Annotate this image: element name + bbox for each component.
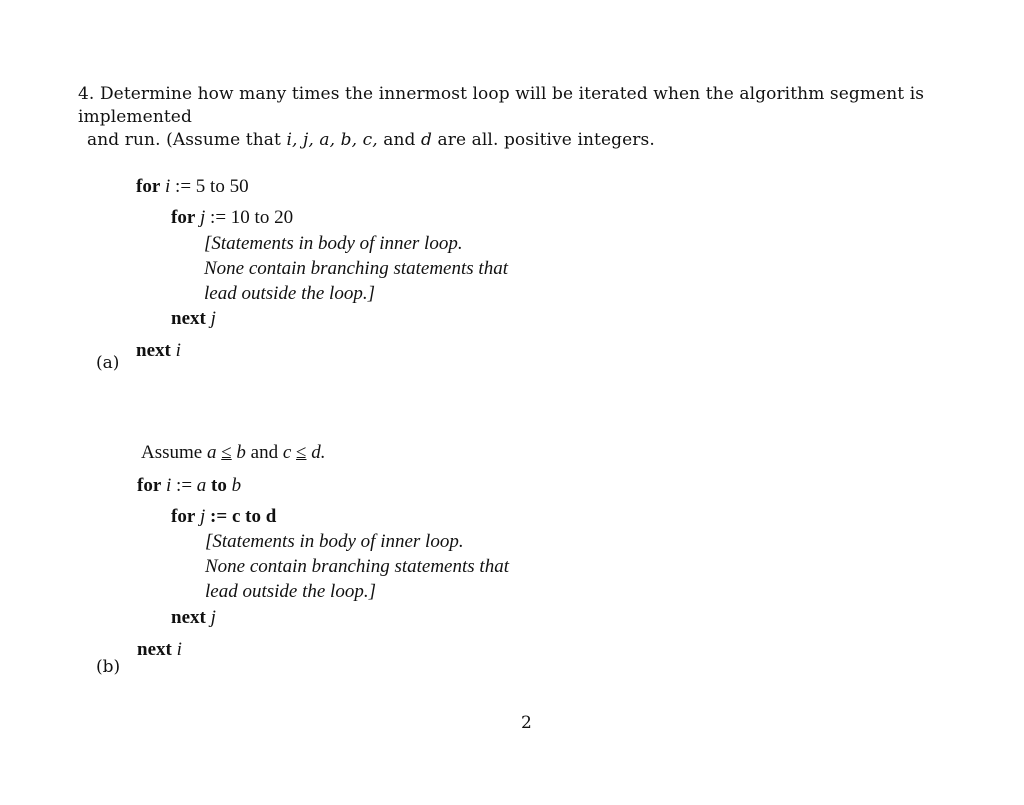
part-b-body-line-2: None contain branching statements that xyxy=(205,556,509,577)
part-a-outer-for: for i := 5 to 50 xyxy=(136,176,249,197)
part-b-next-j: next j xyxy=(171,607,216,628)
part-b-body-line-3: lead outside the loop.] xyxy=(205,581,376,602)
part-a-body-line-2: None contain branching statements that xyxy=(204,258,508,279)
question-line-2-mid: and xyxy=(377,130,422,150)
question-variables: i, j, a, b, c, xyxy=(286,130,378,150)
question-number: 4. xyxy=(78,84,95,104)
part-b-inner-for: for j := c to d xyxy=(171,506,277,527)
part-b-outer-for: for i := a to b xyxy=(137,475,242,496)
part-a-body-line-3: lead outside the loop.] xyxy=(204,283,375,304)
part-a-label: (a) xyxy=(96,353,120,373)
part-a-next-j: next j xyxy=(171,308,216,329)
part-b-assumption: Assume a ≤ b and c ≤ d. xyxy=(141,442,326,463)
question-line-2-prefix: and run. (Assume that xyxy=(87,130,287,150)
part-a-inner-for: for j := 10 to 20 xyxy=(171,207,294,228)
part-a-next-i: next i xyxy=(136,340,181,361)
part-b-body-line-1: [Statements in body of inner loop. xyxy=(205,531,464,552)
page-number: 2 xyxy=(521,713,532,733)
part-b-next-i: next i xyxy=(137,639,182,660)
question-line-2-suffix: are all. positive integers. xyxy=(432,130,655,150)
part-a-body-line-1: [Statements in body of inner loop. xyxy=(204,233,463,254)
question-variable-d: d xyxy=(421,130,432,150)
question-line-1-text: Determine how many times the innermost loop will be iterated when the algorithm segment is implemented xyxy=(78,84,925,127)
part-b-label: (b) xyxy=(96,657,121,677)
